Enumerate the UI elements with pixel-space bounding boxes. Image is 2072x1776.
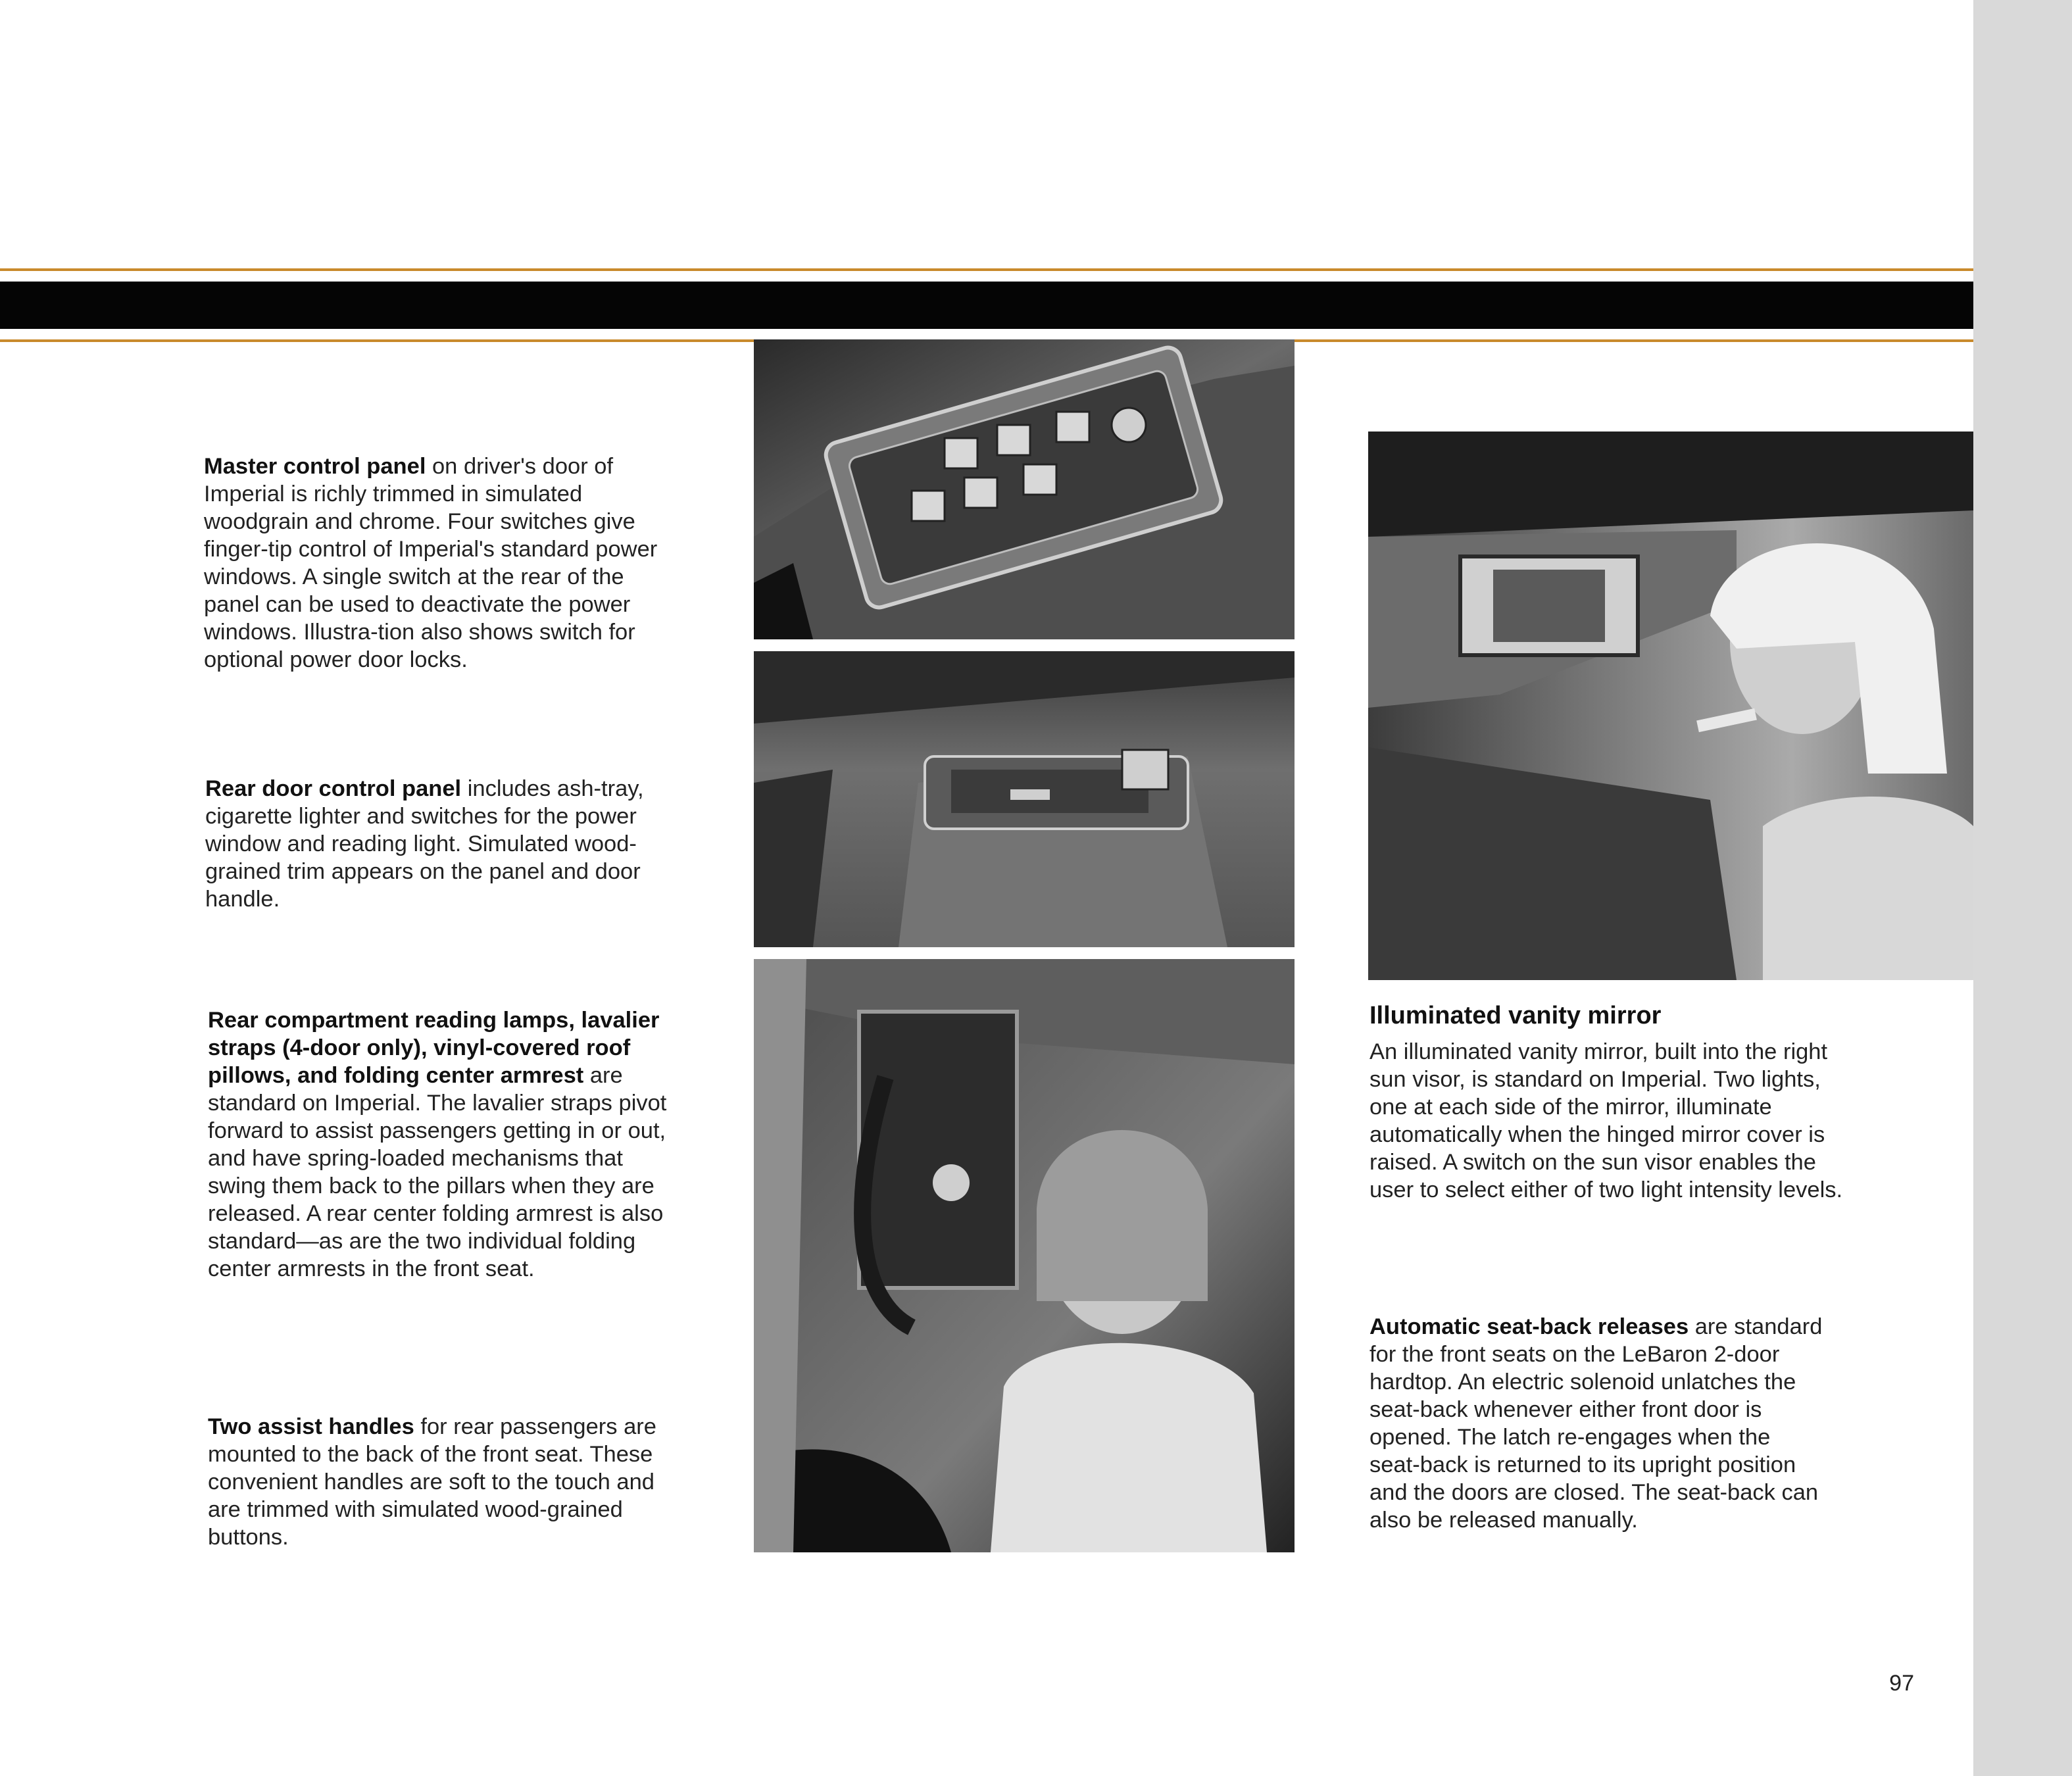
photo-rear-door-control-panel [754,651,1295,947]
photo-vanity-mirror-woman [1368,432,1973,980]
photo-master-control-panel [754,339,1295,639]
scan-margin [1973,0,2072,1776]
photo-rear-compartment-woman [754,959,1295,1552]
caption-body: includes ash-tray, cigarette lighter and switches for the power window and reading light. Simulated wood-grained trim appears on the panel and door handle. [205,776,644,912]
rear-door-control-panel-caption [205,775,659,913]
rear-compartment-caption [208,1006,668,1283]
seatback-releases-caption [1369,1313,1823,1534]
header-rule-top [0,268,1973,271]
caption-body: on driver's door of Imperial is richly trimmed in simulated woodgrain and chrome. Four switches give finger-tip control of Imperial's standard power windows. A single switch at the rear of the panel can be used to deactivate the power windows. Illustra-tion also shows switch for optional power door locks. [204,454,658,672]
header-black-band [0,282,1973,329]
caption-lead: Rear compartment reading lamps, lavalier straps (4-door only), vinyl-covered roof pillows, and folding center armrest [208,1008,660,1088]
vanity-mirror-heading: Illuminated vanity mirror [1369,1002,1662,1029]
master-control-panel-caption [204,453,671,674]
caption-lead: Master control panel [204,454,426,479]
page-number: 97 [1889,1671,1914,1696]
caption-lead: Two assist handles [208,1414,414,1439]
assist-handles-caption [208,1413,662,1551]
caption-body: for rear passengers are mounted to the back of the front seat. These convenient handles are soft to the touch and are trimmed with simulated wood-grained buttons. [208,1414,656,1550]
vanity-mirror-caption: An illuminated vanity mirror, built into the right sun visor, is standard on Imperial. Two lights, one at each side of the mirror, illuminate automatically when the hinged mirror cover is raised. A switch on the sun visor enables the user to select either of two light intensity levels. [1369,1039,1843,1202]
caption-body: are standard for the front seats on the LeBaron 2-door hardtop. An electric solenoid unlatches the seat-back whenever either front door is opened. The latch re-engages when the seat-back is returned to its upright position and the doors are closed. The seat-back can also be released manually. [1369,1314,1823,1533]
caption-body: are standard on Imperial. The lavalier straps pivot forward to assist passengers getting in or out, and have spring-loaded mechanisms that swing them back to the pillars when they are released. A rear center folding armrest is also standard—as are the two individual folding center armrests in the front seat. [208,1063,667,1281]
caption-lead: Automatic seat-back releases [1369,1314,1689,1339]
caption-lead: Rear door control panel [205,776,462,801]
